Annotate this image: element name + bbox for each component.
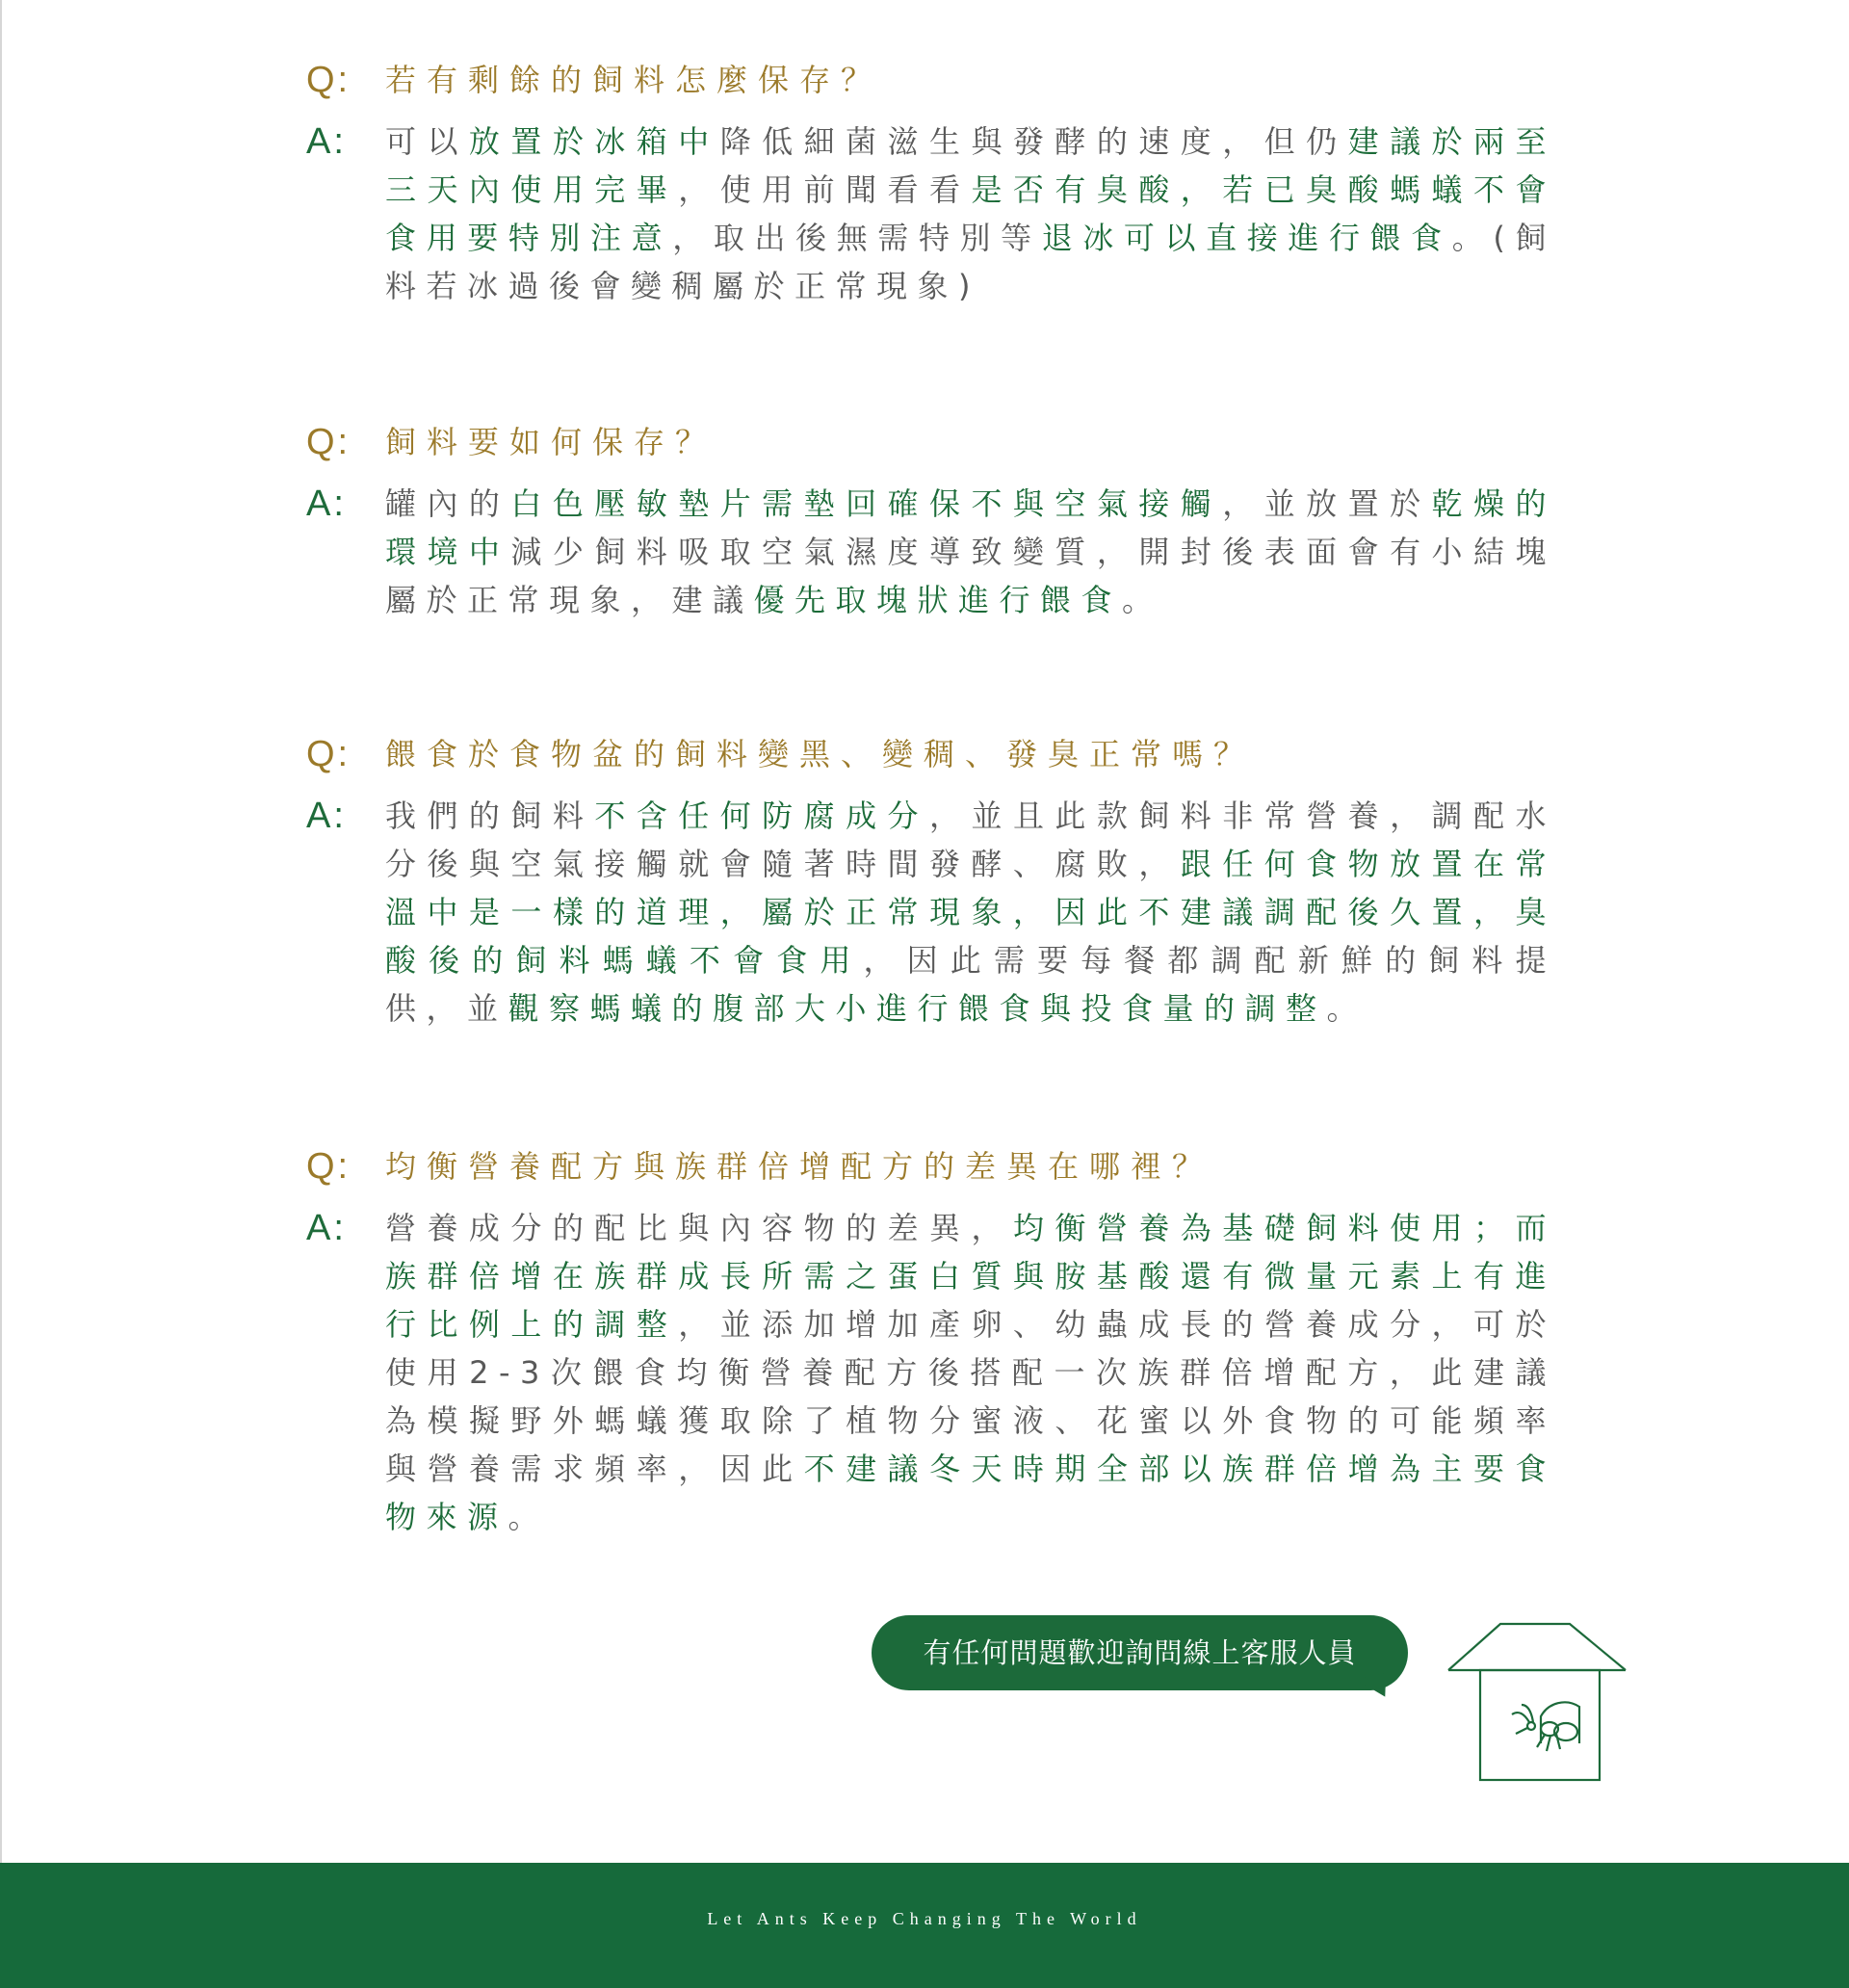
question-label: Q: <box>306 60 352 100</box>
answer-label: A: <box>306 484 347 524</box>
answer-highlight: 跟任何食物放置在常溫中是一樣的道理，屬於正常現象，因此不建議調配後久置，臭酸後的飼料螞蟻不會食用 <box>385 846 1556 979</box>
footer-slogan: Let Ants Keep Changing The World <box>707 1909 1142 1928</box>
answer-highlight: 放置於冰箱中 <box>468 123 720 160</box>
answer-highlight: 乾燥的環境中 <box>385 485 1556 570</box>
faq-item-2 <box>306 418 1558 624</box>
answer-row <box>306 792 1558 1033</box>
answer-row <box>306 118 1558 310</box>
answer-highlight: 退冰可以直接進行餵食 <box>1041 220 1452 256</box>
answer-segment: ，並放置於 <box>1222 485 1432 522</box>
answer-row <box>306 1204 1558 1541</box>
question-row <box>306 1142 1558 1190</box>
answer-segment: 。 <box>1122 582 1163 618</box>
answer-label: A: <box>306 796 347 836</box>
question-text: 若有剩餘的飼料怎麼保存？ <box>385 62 883 98</box>
question-row <box>306 418 1558 466</box>
answer-segment: 。 <box>1326 990 1368 1027</box>
question-label: Q: <box>306 1146 352 1187</box>
answer-segment: 。(飼料若冰過後會變稠屬於正常現象) <box>385 220 1556 304</box>
question-row <box>306 730 1558 778</box>
answer-segment: 罐內的 <box>385 485 511 522</box>
answer-segment: 我們的飼料 <box>385 798 595 834</box>
answer-label: A: <box>306 1208 347 1248</box>
question-row <box>306 56 1558 104</box>
answer-segment: ，並且此款飼料非常營養，調配水分後與空氣接觸就會隨著時間發酵、腐敗， <box>385 798 1556 882</box>
answer-row <box>306 480 1558 624</box>
answer-segment: ，因此需要每餐都調配新鮮的飼料提供，並 <box>385 942 1556 1027</box>
bubble-tail <box>1356 1673 1391 1702</box>
question-label: Q: <box>306 734 352 774</box>
answer-segment: ，並添加增加產卵、幼蟲成長的營養成分，可於使用2-3次餵食均衡營養配方後搭配一次族群倍增配方，此建議為模擬野外螞蟻獲取除了植物分蜜液、花蜜以外食物的可能頻率與營養需求頻率，因此 <box>385 1306 1556 1487</box>
answer-text <box>385 118 1556 310</box>
answer-highlight: 優先取塊狀進行餵食 <box>753 582 1123 618</box>
answer-segment: ，使用前聞看看 <box>678 171 972 208</box>
answer-segment: 。 <box>508 1499 550 1535</box>
answer-highlight: 不含任何防腐成分 <box>594 798 930 834</box>
faq-item-4 <box>306 1142 1558 1541</box>
question-text: 餵食於食物盆的飼料變黑、變稠、發臭正常嗎？ <box>385 736 1256 772</box>
answer-highlight: 是否有臭酸，若已臭酸螞蟻不會食用要特別注意 <box>385 171 1556 256</box>
answer-segment: ，取出後無需特別等 <box>672 220 1042 256</box>
answer-segment: 降低細菌滋生與發酵的速度，但仍 <box>719 123 1348 160</box>
question-text: 飼料要如何保存？ <box>385 424 717 460</box>
answer-highlight: 均衡營養為基礎飼料使用；而族群倍增在族群成長所需之蛋白質與胺基酸還有微量元素上有進行比例上的調整 <box>385 1210 1556 1343</box>
page-left-border <box>0 0 2 1863</box>
answer-highlight: 建議於兩至三天內使用完畢 <box>385 123 1556 208</box>
question-text: 均衡營養配方與族群倍增配方的差異在哪裡？ <box>385 1148 1214 1185</box>
answer-text <box>385 480 1556 624</box>
answer-text <box>385 1204 1556 1541</box>
answer-highlight: 觀察螞蟻的腹部大小進行餵食與投食量的調整 <box>508 990 1327 1027</box>
ant-house-icon <box>1445 1618 1632 1787</box>
answer-segment: 營養成分的配比與內容物的差異， <box>385 1210 1013 1246</box>
answer-segment: 減少飼料吸取空氣濕度導致變質，開封後表面會有小結塊屬於正常現象，建議 <box>385 534 1556 618</box>
faq-item-1 <box>306 56 1558 310</box>
answer-text <box>385 792 1556 1033</box>
answer-segment: 可以 <box>385 123 469 160</box>
faq-item-3 <box>306 730 1558 1033</box>
answer-highlight: 白色壓敏墊片需墊回確保不與空氣接觸 <box>510 485 1223 522</box>
answer-label: A: <box>306 121 347 162</box>
question-label: Q: <box>306 422 352 462</box>
customer-service-bubble[interactable]: 有任何問題歡迎詢問線上客服人員 <box>872 1615 1408 1690</box>
answer-highlight: 不建議冬天時期全部以族群倍增為主要食物來源 <box>385 1451 1556 1535</box>
